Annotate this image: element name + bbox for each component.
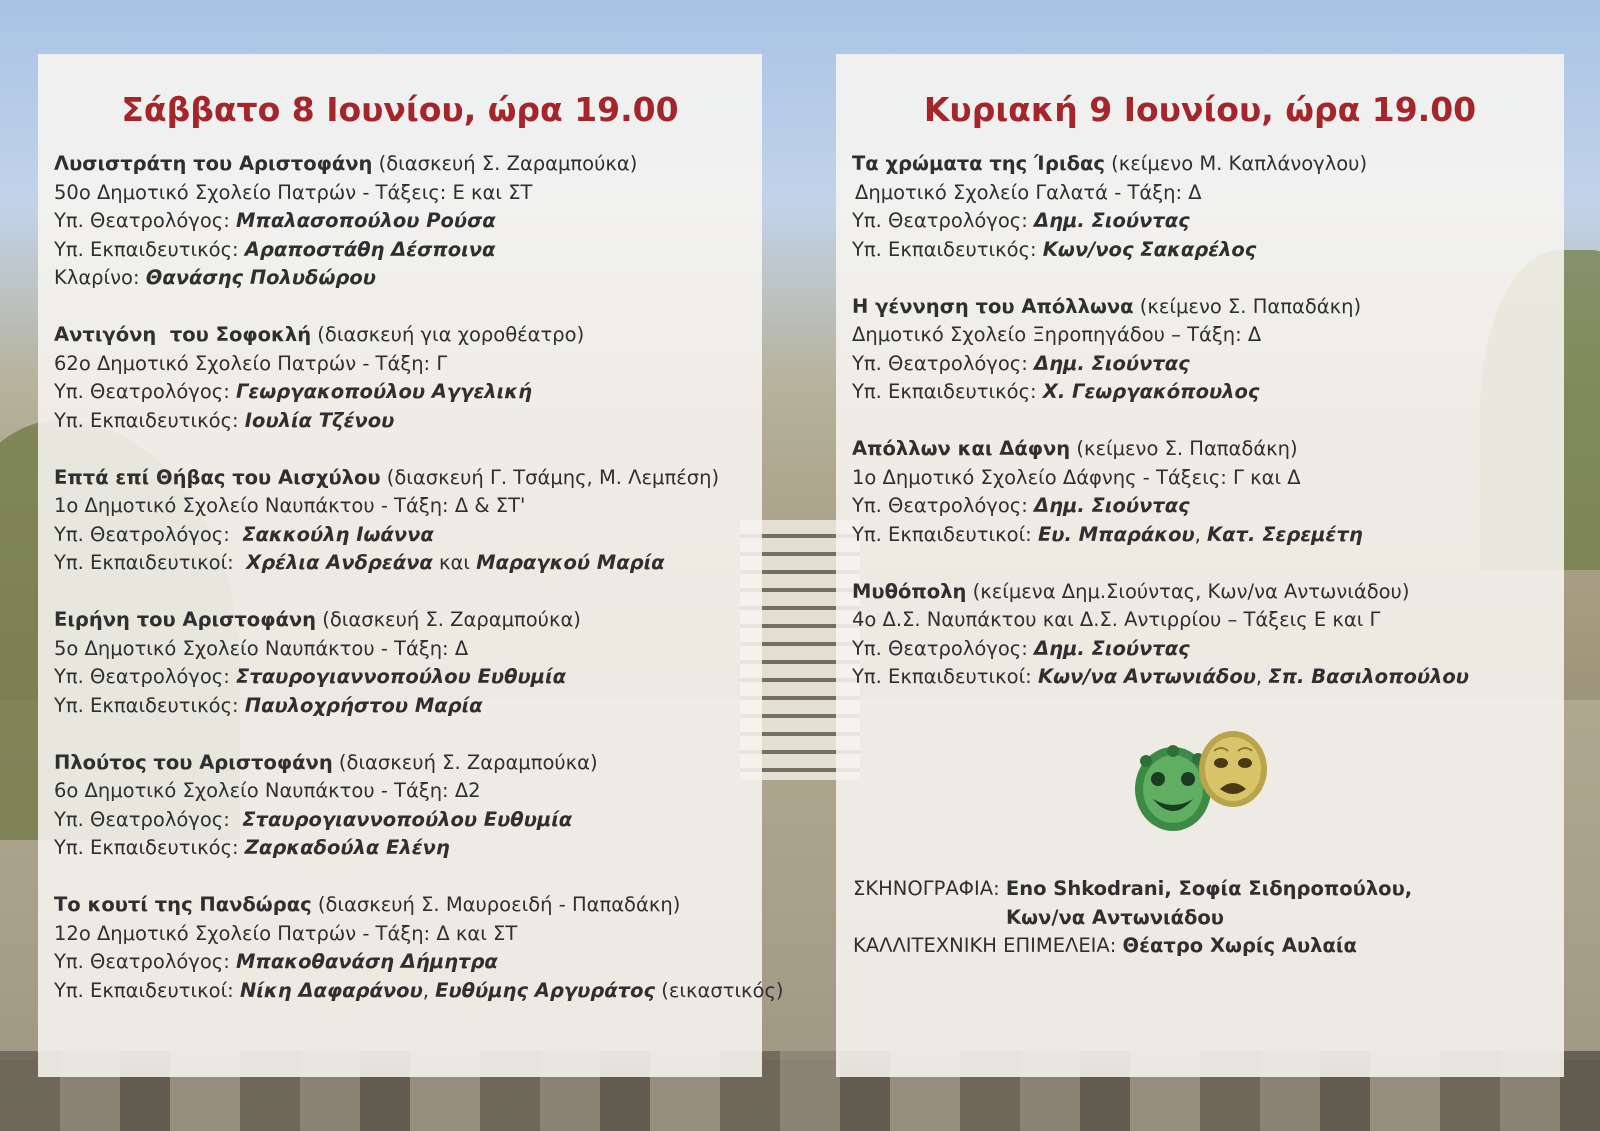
credit-value: Eno Shkodrani, Σοφία Σιδηροπούλου, <box>1005 877 1413 900</box>
role-line <box>54 378 746 407</box>
role-value: Ιουλία Τζένου <box>244 408 395 432</box>
role-line <box>54 663 746 692</box>
play-title: Επτά επί Θήβας του Αισχύλου <box>54 465 381 489</box>
play-note: (διασκευή Γ. Τσάμης, Μ. Λεμπέση) <box>386 465 720 489</box>
school-line: 1ο Δημοτικό Σχολείο Δάφνης - Τάξεις: Γ και Δ <box>852 465 1301 489</box>
role-value: Γεωργακοπούλου Αγγελική <box>236 380 532 403</box>
credit-value: Θέατρο Χωρίς Αυλαία <box>1122 934 1357 957</box>
role-label: Υπ. Θεατρολόγος: <box>54 950 230 973</box>
role-line <box>852 635 1548 664</box>
play-note: (διασκευή Σ. Ζαραμπούκα) <box>378 152 638 175</box>
role-value: Αραποστάθη Δέσποινα <box>244 237 496 261</box>
school-line: 5ο Δημοτικό Σχολείο Ναυπάκτου - Τάξη: Δ <box>54 636 469 660</box>
play-line <box>54 321 746 350</box>
play-entry <box>852 435 1548 549</box>
role-line <box>54 977 784 1006</box>
play-entry <box>852 150 1548 264</box>
play-note: (κείμενο Μ. Καπλάνογλου) <box>1111 152 1368 175</box>
role-value: Χρέλια Ανδρεάνα <box>246 551 433 574</box>
role-label: Υπ. Θεατρολόγος: <box>852 636 1028 660</box>
play-line <box>852 578 1548 607</box>
role-line <box>852 492 1548 521</box>
play-note: (κείμενο Σ. Παπαδάκη) <box>1076 437 1298 460</box>
role-value: Δημ. Σιούντας <box>1034 209 1190 232</box>
role-label: Υπ. Εκπαιδευτικός: <box>54 693 239 717</box>
role-label: Υπ. Θεατρολόγος: <box>54 665 230 688</box>
role-value: Μαραγκού Μαρία <box>476 551 665 574</box>
theatre-masks-icon <box>1128 727 1278 837</box>
role-label: Υπ. Εκπαιδευτικοί: <box>852 665 1032 688</box>
role-label: Υπ. Εκπαιδευτικός: <box>852 380 1037 403</box>
play-line <box>54 464 746 493</box>
credit-label: ΣΚΗΝΟΓΡΑΦΙΑ: <box>853 877 1000 900</box>
conjunction: και <box>439 551 470 574</box>
comedy-mask-icon <box>1135 745 1211 831</box>
role-label: Υπ. Θεατρολόγος: <box>852 209 1028 232</box>
role-value: Δημ. Σιούντας <box>1034 636 1190 660</box>
role-line <box>54 806 746 835</box>
play-title: Αντιγόνη του Σοφοκλή <box>54 323 312 346</box>
role-value: Παυλοχρήστου Μαρία <box>244 693 483 717</box>
play-title: Απόλλων και Δάφνη <box>852 437 1071 460</box>
role-label: Υπ. Εκπαιδευτικοί: <box>852 522 1032 546</box>
role-line <box>54 948 746 977</box>
role-value: Ευ. Μπαράκου <box>1037 522 1195 546</box>
role-label: Υπ. Εκπαιδευτικοί: <box>54 551 234 574</box>
role-line <box>54 692 746 721</box>
role-label: Υπ. Θεατρολόγος: <box>54 522 230 546</box>
role-line <box>852 521 1548 550</box>
play-note: (διασκευή για χοροθέατρο) <box>317 323 585 346</box>
play-entry <box>54 321 746 435</box>
play-title: Ειρήνη του Αριστοφάνη <box>54 608 317 631</box>
school-line: 12ο Δημοτικό Σχολείο Πατρών - Τάξη: Δ και ΣΤ <box>54 921 518 945</box>
credit-line <box>853 875 1412 904</box>
role-value: Ζαρκαδούλα Ελένη <box>244 836 450 859</box>
role-value: Νίκη Δαφαράνου <box>239 978 423 1002</box>
credit-line <box>853 904 1412 933</box>
role-line <box>852 207 1548 236</box>
play-note: (διασκευή Σ. Μαυροειδή - Παπαδάκη) <box>317 893 681 916</box>
day-title: Κυριακή 9 Ιουνίου, ώρα 19.00 <box>923 90 1477 129</box>
school-line: Δημοτικό Σχολείο Ξηροπηγάδου – Τάξη: Δ <box>852 323 1262 346</box>
credit-label: ΚΑΛΛΙΤΕΧΝΙΚΗ ΕΠΙΜΕΛΕΙΑ: <box>853 934 1117 957</box>
separator: , <box>422 978 429 1002</box>
play-title: Η γέννηση του Απόλλωνα <box>852 294 1134 318</box>
role-value: Μπαλασοπούλου Ρούσα <box>236 209 496 232</box>
play-title: Το κουτί της Πανδώρας <box>54 893 312 916</box>
school-line: 50ο Δημοτικό Σχολείο Πατρών - Τάξεις: Ε και ΣΤ <box>54 180 533 204</box>
role-label: Υπ. Εκπαιδευτικοί: <box>54 978 234 1002</box>
role-line <box>54 549 746 578</box>
role-value: Θανάσης Πολυδώρου <box>145 266 376 289</box>
school-line: 1ο Δημοτικό Σχολείο Ναυπάκτου - Τάξη: Δ & ΣΤ' <box>54 494 526 517</box>
role-line <box>54 236 746 265</box>
play-note: (διασκευή Σ. Ζαραμπούκα) <box>338 750 598 774</box>
role-line <box>852 378 1548 407</box>
role-value: Σταυρογιαννοπούλου Ευθυμία <box>236 665 567 688</box>
role-line <box>54 407 746 436</box>
role-label: Υπ. Εκπαιδευτικός: <box>852 237 1037 261</box>
role-line <box>54 264 746 293</box>
play-line <box>54 606 746 635</box>
play-note: (κείμενα Δημ.Σιούντας, Κων/να Αντωνιάδου) <box>972 579 1410 603</box>
role-value: Μπακοθανάση Δήμητρα <box>236 950 498 973</box>
role-value: Ευθύμης Αργυράτος <box>435 978 656 1002</box>
play-entry <box>54 749 746 863</box>
role-label: Υπ. Θεατρολόγος: <box>852 494 1028 517</box>
role-label: Κλαρίνο: <box>54 266 140 289</box>
play-line <box>852 150 1548 179</box>
play-entry <box>54 150 746 293</box>
role-label: Υπ. Εκπαιδευτικός: <box>54 836 239 859</box>
role-label: Υπ. Θεατρολόγος: <box>54 807 230 831</box>
role-line <box>54 521 746 550</box>
credit-value: Κων/να Αντωνιάδου <box>1006 905 1224 929</box>
credit-line <box>853 932 1412 961</box>
play-entry <box>852 293 1548 407</box>
role-value: Δημ. Σιούντας <box>1034 494 1190 517</box>
play-title: Πλούτος του Αριστοφάνη <box>54 750 333 774</box>
play-entry <box>54 606 746 720</box>
school-line: 6ο Δημοτικό Σχολείο Ναυπάκτου - Τάξη: Δ2 <box>54 779 481 802</box>
play-note: (διασκευή Σ. Ζαραμπούκα) <box>322 608 581 631</box>
credits <box>853 875 1412 961</box>
tragedy-mask-icon <box>1199 731 1267 807</box>
role-line <box>852 236 1548 265</box>
role-value: Κων/νος Σακαρέλος <box>1042 237 1257 261</box>
role-line <box>54 834 746 863</box>
play-entry <box>54 464 746 578</box>
play-entry <box>852 578 1548 692</box>
play-line <box>852 435 1548 464</box>
role-value: Δημ. Σιούντας <box>1034 351 1190 375</box>
separator: , <box>1255 665 1263 688</box>
play-title: Τα χρώματα της Ίριδας <box>852 152 1105 175</box>
role-value: Σακκούλη Ιωάννα <box>242 522 434 546</box>
play-line <box>54 749 746 778</box>
separator: , <box>1194 522 1201 546</box>
play-entry <box>54 891 784 1005</box>
play-title: Λυσιστράτη του Αριστοφάνη <box>54 152 373 175</box>
role-line <box>54 207 746 236</box>
saturday-panel <box>38 54 784 1077</box>
role-line <box>852 663 1548 692</box>
role-value: Σταυρογιαννοπούλου Ευθυμία <box>242 807 573 831</box>
day-title: Σάββατο 8 Ιουνίου, ώρα 19.00 <box>121 90 679 129</box>
play-note: (κείμενο Σ. Παπαδάκη) <box>1139 294 1362 318</box>
role-label: Υπ. Εκπαιδευτικός: <box>54 237 239 261</box>
play-line <box>852 293 1548 322</box>
role-label: Υπ. Θεατρολόγος: <box>54 380 230 403</box>
role-value: Κατ. Σερεμέτη <box>1207 522 1363 546</box>
play-line <box>54 150 746 179</box>
school-line: 4ο Δ.Σ. Ναυπάκτου και Δ.Σ. Αντιρρίου – Τάξεις Ε και Γ <box>852 608 1381 631</box>
school-line: Δημοτικό Σχολείο Γαλατά - Τάξη: Δ <box>855 180 1202 204</box>
play-title: Μυθόπολη <box>852 579 967 603</box>
play-line <box>54 891 746 920</box>
role-label: Υπ. Εκπαιδευτικός: <box>54 408 239 432</box>
role-value: Σπ. Βασιλοπούλου <box>1268 665 1469 688</box>
role-value: Χ. Γεωργακόπουλος <box>1042 380 1260 403</box>
role-line <box>852 350 1548 379</box>
role-label: Υπ. Θεατρολόγος: <box>54 209 230 232</box>
school-line: 62ο Δημοτικό Σχολείο Πατρών - Τάξη: Γ <box>54 351 448 375</box>
role-value: Κων/να Αντωνιάδου <box>1037 665 1256 688</box>
role-label: Υπ. Θεατρολόγος: <box>852 351 1028 375</box>
role-note: (εικαστικός) <box>661 978 784 1002</box>
